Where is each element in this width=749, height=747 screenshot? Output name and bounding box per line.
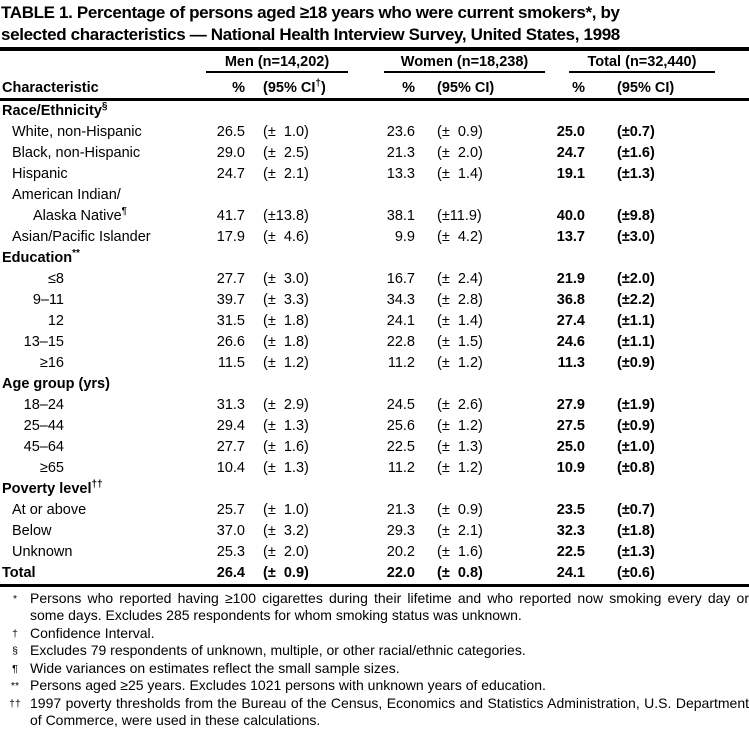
men-pct-cell: 25.3 [216,543,245,560]
table-title-line1: TABLE 1. Percentage of persons aged ≥18 years who were current smokers*, by [1,3,620,22]
women-pct-cell [332,99,415,122]
women-pct-cell: 22.5 [386,438,415,455]
footnote-text: 1997 poverty thresholds from the Bureau of the Census, Economics and Statistics Administration, U.S. Department of Commerce, were used in these calculations. [30,694,749,728]
row-label-text: 12 [47,312,64,329]
row-label: American Indian/ [12,186,121,203]
total-ci-cell [585,185,749,206]
women-pct-cell: 34.3 [386,291,415,308]
men-ci-header-close: ) [320,79,326,96]
table-row [0,206,749,227]
men-ci-cell: (± 1.6) [263,438,309,455]
footnote-ref: § [101,100,108,112]
women-pct-cell: 11.2 [387,354,415,371]
total-pct-cell: 22.5 [556,543,585,560]
total-pct-cell [505,374,585,395]
row-label: Hispanic [12,165,68,182]
women-ci-cell: (± 1.5) [437,333,483,350]
women-ci-cell: (± 2.6) [437,396,483,413]
total-ci-cell: (±1.9) [617,396,655,413]
men-group-header: Men (n=14,202) [206,54,348,73]
men-pct-cell: 24.7 [216,165,245,182]
women-pct-cell: 38.1 [386,207,415,224]
women-ci-cell: (± 1.4) [437,165,483,182]
women-pct-cell: 9.9 [394,228,415,245]
women-ci-cell [415,99,505,122]
men-pct-cell: 25.7 [216,501,245,518]
women-ci-cell: (± 1.4) [437,312,483,329]
women-ci-cell: (± 1.6) [437,543,483,560]
men-ci-cell: (± 2.0) [263,543,309,560]
men-ci-cell [245,248,332,269]
table-row [0,269,749,290]
section-row [0,479,749,500]
footnote-ref: ** [72,247,80,259]
men-pct-cell [205,185,245,206]
row-label-text: 45–64 [23,438,64,455]
total-pct-cell: 36.8 [556,291,585,308]
men-pct-cell: 26.4 [205,563,245,586]
women-pct-cell: 24.1 [386,312,415,329]
total-group-header: Total (n=32,440) [569,54,715,73]
total-ci-cell: (±0.7) [617,123,655,140]
smoking-prevalence-table [0,76,749,587]
women-pct-cell: 11.2 [387,459,415,476]
women-ci-header-text: (95% CI [437,79,490,96]
women-ci-cell: (± 1.2) [437,354,483,371]
women-pct-cell: 24.5 [386,396,415,413]
men-pct-header: % [205,76,245,99]
row-label-text: ≤8 [47,270,64,287]
women-ci-header [415,76,505,99]
women-ci-cell: (± 2.4) [437,270,483,287]
table-row [0,185,749,206]
men-pct-cell: 26.5 [216,123,245,140]
table-title-line2: selected characteristics — National Health Interview Survey, United States, 1998 [1,24,620,44]
men-pct-cell: 27.7 [216,270,245,287]
men-pct-cell: 27.7 [216,438,245,455]
women-ci-cell: (± 2.0) [437,144,483,161]
women-pct-cell: 20.2 [386,543,415,560]
table-title [0,0,749,45]
table-row [0,500,749,521]
men-ci-cell: (± 2.5) [263,144,309,161]
total-pct-cell: 21.9 [556,270,585,287]
footnote-marker: ** [10,680,20,692]
footnote-marker: †† [9,697,21,710]
footnote-marker: † [12,627,18,640]
total-ci-cell: (±1.0) [617,438,655,455]
row-label-text: 18–24 [23,396,64,413]
total-ci-cell: (±0.8) [617,459,655,476]
men-pct-cell [205,374,245,395]
men-ci-cell: (± 4.6) [263,228,309,245]
total-ci-cell [585,374,749,395]
women-ci-cell: (± 0.9) [437,501,483,518]
men-ci-header-text: (95% CI [263,79,316,96]
footnote [0,677,749,695]
footnote-text: Persons aged ≥25 years. Excludes 1021 persons with unknown years of education. [30,677,546,693]
women-ci-cell: (± 1.3) [437,438,483,455]
total-ci-header-close: ) [669,79,675,96]
total-pct-cell [505,479,585,500]
row-label [0,395,205,416]
footnote-marker: * [12,592,18,605]
table-row [0,416,749,437]
women-pct-cell: 13.3 [386,165,415,182]
table-row [0,542,749,563]
total-pct-cell: 40.0 [556,207,585,224]
women-ci-cell [415,185,505,206]
men-pct-cell [205,248,245,269]
total-pct-header: % [505,76,585,99]
row-label: Race/Ethnicity§ [2,100,108,119]
footnote-ref: †† [91,478,103,490]
footnote-text: Excludes 79 respondents of unknown, multiple, or other racial/ethnic categories. [30,642,526,658]
footnote [0,590,749,625]
table-subheader [0,76,749,99]
total-pct-cell: 11.3 [557,354,585,371]
men-pct-cell: 41.7 [216,207,245,224]
women-pct-header: % [332,76,415,99]
row-label-text: ≥65 [39,459,64,476]
women-ci-cell: (± 1.2) [437,459,483,476]
total-pct-cell: 25.0 [556,123,585,140]
total-ci-cell [585,479,749,500]
women-pct-cell: 25.6 [386,417,415,434]
table-row [0,227,749,248]
total-ci-cell: (±2.0) [617,270,655,287]
men-ci-cell: (± 1.8) [263,312,309,329]
row-label: Asian/Pacific Islander [12,228,151,245]
men-ci-cell: (± 2.1) [263,165,309,182]
footnote-text: Persons who reported having ≥100 cigarettes during their lifetime and who reported now smoking every day or some days. Excludes 285 respondents for whom smoking status was unknown. [30,589,749,623]
total-pct-cell: 27.9 [556,396,585,413]
table-row [0,353,749,374]
footnotes [0,590,749,730]
total-pct-cell [505,185,585,206]
total-pct-cell: 13.7 [556,228,585,245]
women-ci-header-close: ) [489,79,495,96]
table-body [0,99,749,585]
men-pct-cell: 29.0 [216,144,245,161]
row-label [0,437,205,458]
men-ci-cell: (± 2.9) [263,396,309,413]
men-ci-cell: (± 1.8) [263,333,309,350]
table-row [0,122,749,143]
women-pct-cell: 21.3 [386,501,415,518]
men-pct-cell [205,99,245,122]
men-ci-cell: (± 1.3) [263,417,309,434]
women-ci-cell: (± 0.9) [437,123,483,140]
men-pct-cell: 29.4 [216,417,245,434]
men-ci-cell [245,479,332,500]
men-pct-cell [205,479,245,500]
men-ci-header [245,76,332,99]
table-row [0,143,749,164]
row-label [0,416,205,437]
women-ci-cell: (± 0.8) [415,563,505,586]
total-ci-cell: (±1.8) [617,522,655,539]
women-pct-cell [332,374,415,395]
row-label: Black, non-Hispanic [12,144,141,161]
men-ci-cell: (± 1.0) [263,501,309,518]
footnote [0,660,749,678]
women-pct-cell: 16.7 [386,270,415,287]
men-ci-cell: (± 3.0) [263,270,309,287]
footnote-ref-dagger: † [315,77,321,89]
total-pct-cell: 23.5 [556,501,585,518]
men-ci-cell [245,99,332,122]
table-row [0,290,749,311]
men-ci-cell: (± 1.2) [263,354,309,371]
footnote-ref: ¶ [121,205,128,217]
total-pct-cell [505,99,585,122]
women-pct-cell [332,479,415,500]
row-label [0,269,205,290]
total-ci-cell: (±3.0) [617,228,655,245]
women-ci-cell [415,248,505,269]
men-pct-cell: 31.3 [216,396,245,413]
women-ci-cell [415,374,505,395]
row-label: Alaska Native¶ [33,205,128,224]
men-ci-cell: (± 3.3) [263,291,309,308]
column-group-header [0,51,749,76]
footnote-marker: ¶ [12,662,18,675]
footnote [0,642,749,660]
footnote [0,625,749,643]
women-pct-cell: 23.6 [386,123,415,140]
women-ci-cell: (± 1.2) [437,417,483,434]
men-pct-cell: 11.5 [217,354,245,371]
total-pct-cell: 19.1 [556,165,585,182]
total-ci-cell: (±9.8) [617,207,655,224]
row-label: Below [12,522,52,539]
total-pct-cell: 25.0 [556,438,585,455]
subheader-row [0,76,749,99]
row-label: Education** [2,247,80,266]
footnote-text: Confidence Interval. [30,624,155,641]
row-label [0,353,205,374]
footnote-marker: § [12,645,18,657]
row-label-text: 25–44 [23,417,64,434]
total-ci-cell: (±1.1) [617,312,655,329]
table-row [0,332,749,353]
total-ci-cell: (±1.3) [617,165,655,182]
men-pct-cell: 31.5 [216,312,245,329]
section-row [0,374,749,395]
table-row [0,458,749,479]
total-ci-cell [585,99,749,122]
total-pct-cell: 24.1 [505,563,585,586]
women-ci-cell: (± 2.8) [437,291,483,308]
footnote [0,695,749,730]
section-row [0,248,749,269]
total-pct-cell: 27.4 [556,312,585,329]
women-group-header: Women (n=18,238) [384,54,545,73]
row-label: White, non-Hispanic [12,123,142,140]
row-label: At or above [12,501,87,518]
total-ci-cell: (±0.9) [617,417,655,434]
total-ci-cell: (±2.2) [617,291,655,308]
characteristic-header: Characteristic [0,76,205,99]
row-label [0,290,205,311]
women-pct-cell: 22.0 [332,563,415,586]
men-ci-cell [245,185,332,206]
table-row [0,311,749,332]
women-pct-cell: 21.3 [386,144,415,161]
total-ci-header-text: (95% CI [617,79,670,96]
total-ci-cell: (±1.3) [617,543,655,560]
men-ci-cell: (±13.8) [263,207,309,224]
women-pct-cell: 29.3 [386,522,415,539]
women-pct-cell [332,185,415,206]
women-pct-cell [332,248,415,269]
row-label-text: 13–15 [23,333,64,350]
total-pct-cell: 10.9 [556,459,585,476]
total-ci-header [585,76,749,99]
row-label: Poverty level†† [2,478,103,497]
total-ci-cell [585,248,749,269]
men-pct-cell: 10.4 [216,459,245,476]
men-pct-cell: 37.0 [216,522,245,539]
row-label: Age group (yrs) [2,375,110,392]
total-pct-cell: 27.5 [556,417,585,434]
total-ci-cell: (±0.9) [617,354,655,371]
footnote-text: Wide variances on estimates reflect the small sample sizes. [30,659,400,676]
row-label [0,311,205,332]
women-ci-cell: (±11.9) [437,207,482,224]
total-pct-cell: 24.6 [556,333,585,350]
men-ci-cell: (± 1.0) [263,123,309,140]
men-ci-cell [245,374,332,395]
row-label-text: ≥16 [39,354,64,371]
men-ci-cell: (± 0.9) [245,563,332,586]
men-ci-cell: (± 1.3) [263,459,309,476]
men-pct-cell: 17.9 [216,228,245,245]
row-label: Unknown [12,543,73,560]
total-pct-cell: 24.7 [556,144,585,161]
row-label: Total [0,563,205,586]
row-label [0,458,205,479]
women-ci-cell [415,479,505,500]
table-row [0,437,749,458]
total-pct-cell: 32.3 [556,522,585,539]
total-ci-cell: (±1.1) [617,333,655,350]
men-ci-cell: (± 3.2) [263,522,309,539]
section-row [0,99,749,122]
table-row [0,164,749,185]
total-ci-cell: (±0.7) [617,501,655,518]
men-pct-cell: 39.7 [216,291,245,308]
total-row [0,563,749,586]
table-row [0,521,749,542]
total-pct-cell [505,248,585,269]
total-ci-cell: (±0.6) [585,563,749,586]
total-ci-cell: (±1.6) [617,144,655,161]
table-row [0,395,749,416]
row-label-text: 9–11 [32,291,64,308]
women-ci-cell: (± 2.1) [437,522,483,539]
row-label [0,332,205,353]
men-pct-cell: 26.6 [216,333,245,350]
women-pct-cell: 22.8 [386,333,415,350]
women-ci-cell: (± 4.2) [437,228,483,245]
